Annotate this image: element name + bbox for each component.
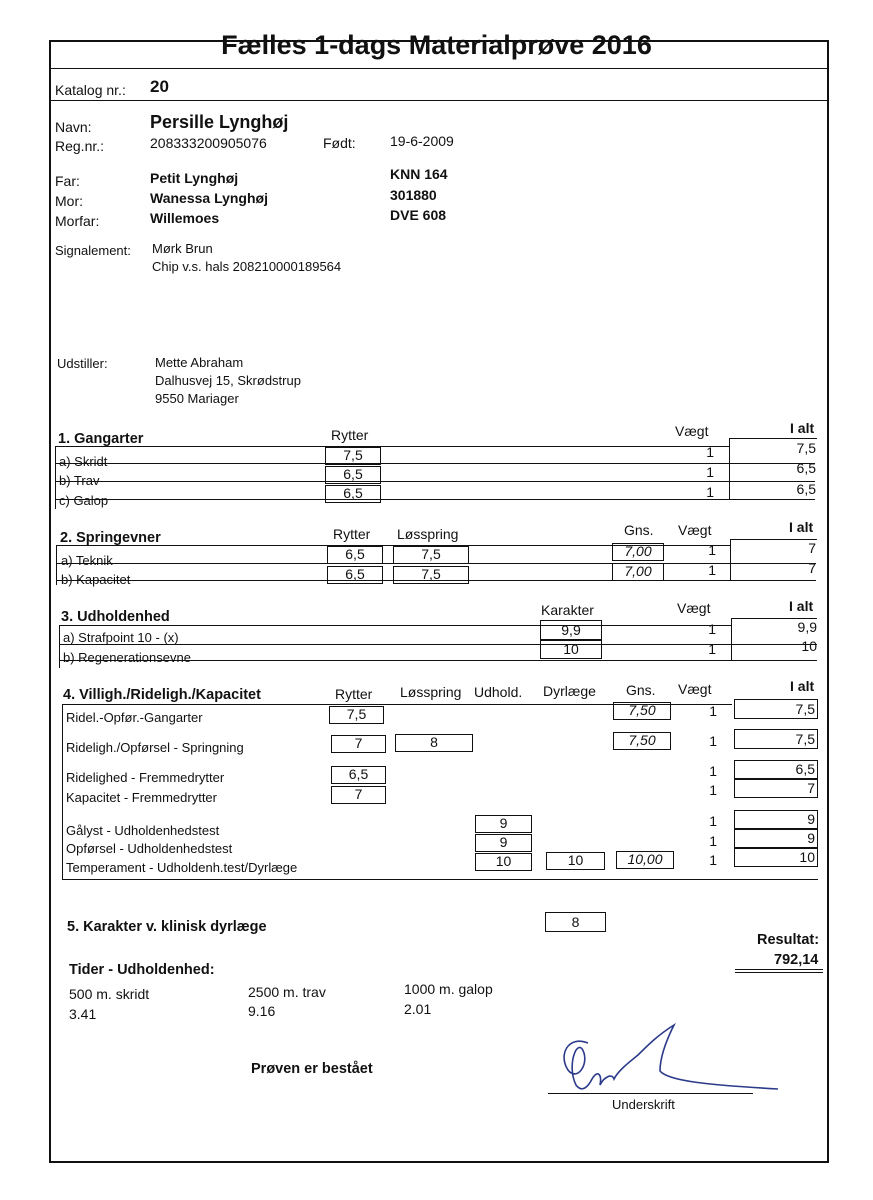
section4-row-label: Ridelighed - Fremmedrytter: [66, 770, 225, 785]
mor-code: 301880: [390, 187, 437, 203]
section4-vaegt: 1: [709, 703, 717, 719]
section2-loes-score: 7,5: [393, 546, 469, 564]
section4-ialt: 9: [734, 810, 818, 829]
tider-value: 9.16: [248, 1003, 276, 1019]
section4-bottom-line: [62, 879, 818, 880]
title-divider: [49, 68, 829, 69]
section2-col-rytter: Rytter: [333, 526, 371, 542]
tider-value: 3.41: [69, 1006, 97, 1022]
section4-vaegt: 1: [709, 833, 717, 849]
tider-label: 1000 m. galop: [404, 981, 493, 997]
tider-label: 500 m. skridt: [69, 986, 150, 1002]
section3-vaegt: 1: [708, 641, 716, 657]
status-text: Prøven er bestået: [251, 1061, 373, 1077]
navn-label: Navn:: [55, 119, 92, 135]
section2-row-label: a) Teknik: [61, 553, 113, 568]
section4-rytter-score: 7,5: [329, 706, 384, 724]
section2-gns: 7,00: [612, 563, 664, 581]
section1-col-ialt: I alt: [790, 420, 815, 436]
section4-gns: 10,00: [616, 851, 674, 869]
resultat-underline: [735, 972, 823, 973]
section1-title: 1. Gangarter: [58, 431, 144, 447]
signature-line: [548, 1093, 753, 1094]
section3-row-label: b) Regenerationsevne: [63, 650, 191, 665]
katalog-divider: [49, 100, 829, 101]
section4-rytter-score: 7: [331, 786, 386, 804]
section4-gns: 7,50: [613, 732, 671, 750]
section4-ialt: 9: [734, 829, 818, 848]
section2-loes-score: 7,5: [393, 566, 469, 584]
section4-col-dyrlaege: Dyrlæge: [543, 683, 596, 699]
section3-vaegt: 1: [708, 621, 716, 637]
section4-gns: 7,50: [613, 702, 671, 720]
section3-ialt: 10: [801, 638, 817, 654]
tider-value: 2.01: [404, 1001, 432, 1017]
morfar-label: Morfar:: [55, 213, 100, 229]
section4-col-loes: Løsspring: [400, 684, 462, 700]
section2-left-line: [56, 545, 57, 585]
section1-rytter-score: 6,5: [325, 485, 381, 503]
section2-col-ialt: I alt: [789, 519, 814, 535]
section2-rytter-score: 6,5: [327, 566, 383, 584]
section4-vaegt: 1: [709, 813, 717, 829]
udstiller-line1: Mette Abraham: [155, 355, 244, 370]
section1-left-line: [55, 446, 56, 509]
resultat-value: 792,14: [774, 952, 819, 968]
section1-row-label: b) Trav: [59, 473, 100, 488]
section2-ialt-line: [730, 539, 731, 580]
section4-col-gns: Gns.: [626, 682, 656, 698]
section4-ialt: 10: [734, 848, 818, 867]
section4-row-label: Rideligh./Opførsel - Springning: [66, 740, 244, 755]
section3-left-line: [59, 625, 60, 668]
section4-left-line: [62, 704, 63, 880]
section4-ialt: 7,5: [734, 729, 818, 749]
tider-title: Tider - Udholdenhed:: [69, 962, 215, 978]
signature-label: Underskrift: [612, 1097, 675, 1112]
resultat-underline: [735, 969, 823, 970]
navn-value: Persille Lynghøj: [150, 112, 289, 132]
section2-gns: 7,00: [612, 543, 664, 561]
section4-row-label: Temperament - Udholdenh.test/Dyrlæge: [66, 860, 298, 875]
section4-row-label: Kapacitet - Fremmedrytter: [66, 790, 217, 805]
section4-vaegt: 1: [709, 763, 717, 779]
section3-col-ialt: I alt: [789, 598, 814, 614]
reg-label: Reg.nr.:: [55, 138, 105, 154]
mor-name: Wanessa Lynghøj: [150, 190, 268, 206]
section1-vaegt: 1: [706, 444, 714, 460]
far-label: Far:: [55, 173, 80, 189]
section1-vaegt: 1: [706, 484, 714, 500]
signalement-line2: Chip v.s. hals 208210000189564: [152, 259, 342, 274]
section3-col-karakter: Karakter: [541, 602, 594, 618]
udstiller-line3: 9550 Mariager: [155, 391, 239, 406]
section5-title: 5. Karakter v. klinisk dyrlæge: [67, 919, 267, 935]
section2-col-loes: Løsspring: [397, 526, 459, 542]
section3-header-line: [59, 625, 731, 626]
section3-karakter: 10: [540, 640, 602, 659]
udstiller-label: Udstiller:: [57, 356, 108, 371]
section4-rytter-score: 7: [331, 735, 386, 753]
far-code: KNN 164: [390, 166, 448, 182]
far-name: Petit Lynghøj: [150, 170, 239, 186]
section4-vaegt: 1: [709, 852, 717, 868]
section4-row-label: Opførsel - Udholdenhedstest: [66, 841, 233, 856]
section4-title: 4. Villigh./Rideligh./Kapacitet: [63, 687, 261, 703]
section1-rytter-score: 6,5: [325, 466, 381, 484]
section2-ialt: 7: [808, 560, 816, 576]
section4-col-ialt: I alt: [790, 678, 815, 694]
signature: [548, 1015, 788, 1100]
section4-col-vaegt: Vægt: [678, 681, 712, 697]
section4-ialt: 7,5: [734, 699, 818, 719]
section1-vaegt: 1: [706, 464, 714, 480]
section4-ialt: 7: [734, 779, 818, 798]
section1-row-label: c) Galop: [59, 493, 109, 508]
section3-col-vaegt: Vægt: [677, 600, 711, 616]
section5-score: 8: [545, 912, 606, 932]
section2-rytter-score: 6,5: [327, 546, 383, 564]
section3-ialt: 9,9: [797, 619, 817, 635]
section2-vaegt: 1: [708, 562, 716, 578]
section4-rytter-score: 6,5: [331, 766, 386, 784]
morfar-name: Willemoes: [150, 210, 220, 226]
section4-ialt: 6,5: [734, 760, 818, 779]
section2-col-vaegt: Vægt: [678, 522, 712, 538]
section4-udhold-score: 9: [475, 815, 532, 833]
section4-loes-score: 8: [395, 734, 473, 752]
katalog-value: 20: [150, 77, 169, 96]
section3-row-label: a) Strafpoint 10 - (x): [63, 630, 179, 645]
katalog-label: Katalog nr.:: [55, 82, 126, 98]
section1-row-line: [55, 481, 815, 482]
section4-dyrlaege-score: 10: [546, 852, 605, 870]
tider-label: 2500 m. trav: [248, 984, 326, 1000]
section3-ialt-line: [731, 618, 732, 660]
section4-vaegt: 1: [709, 782, 717, 798]
section2-col-gns: Gns.: [624, 522, 654, 538]
mor-label: Mor:: [55, 193, 83, 209]
reg-value: 208333200905076: [150, 135, 267, 151]
section1-row-label: a) Skridt: [59, 454, 108, 469]
section1-ialt-top: [729, 438, 817, 439]
section1-rytter-score: 7,5: [325, 447, 381, 465]
section2-title: 2. Springevner: [60, 530, 161, 546]
section2-vaegt: 1: [708, 542, 716, 558]
section3-karakter: 9,9: [540, 620, 602, 640]
resultat-label: Resultat:: [757, 932, 820, 948]
section1-ialt: 6,5: [796, 460, 816, 476]
section1-col-rytter: Rytter: [331, 427, 369, 443]
morfar-code: DVE 608: [390, 207, 447, 223]
foedt-value: 19-6-2009: [390, 133, 454, 149]
section4-udhold-score: 9: [475, 834, 532, 852]
section4-col-udhold: Udhold.: [474, 684, 523, 700]
section2-ialt: 7: [808, 540, 816, 556]
section4-udhold-score: 10: [475, 853, 532, 871]
section1-col-vaegt: Vægt: [675, 423, 709, 439]
section2-row-label: b) Kapacitet: [61, 572, 131, 587]
udstiller-line2: Dalhusvej 15, Skrødstrup: [155, 373, 301, 388]
section4-row-label: Gålyst - Udholdenhedstest: [66, 823, 220, 838]
section1-ialt: 7,5: [796, 440, 816, 456]
section4-row-label: Ridel.-Opfør.-Gangarter: [66, 710, 203, 725]
section4-col-rytter: Rytter: [335, 686, 373, 702]
foedt-label: Født:: [323, 135, 356, 151]
section1-ialt: 6,5: [796, 481, 816, 497]
page-title: Fælles 1-dags Materialprøve 2016: [221, 30, 652, 60]
signalement-line1: Mørk Brun: [152, 241, 213, 256]
section1-header-line: [55, 446, 729, 447]
section4-vaegt: 1: [709, 733, 717, 749]
section1-ialt-line: [729, 438, 730, 499]
signalement-label: Signalement:: [55, 243, 131, 258]
section3-title: 3. Udholdenhed: [61, 609, 170, 625]
